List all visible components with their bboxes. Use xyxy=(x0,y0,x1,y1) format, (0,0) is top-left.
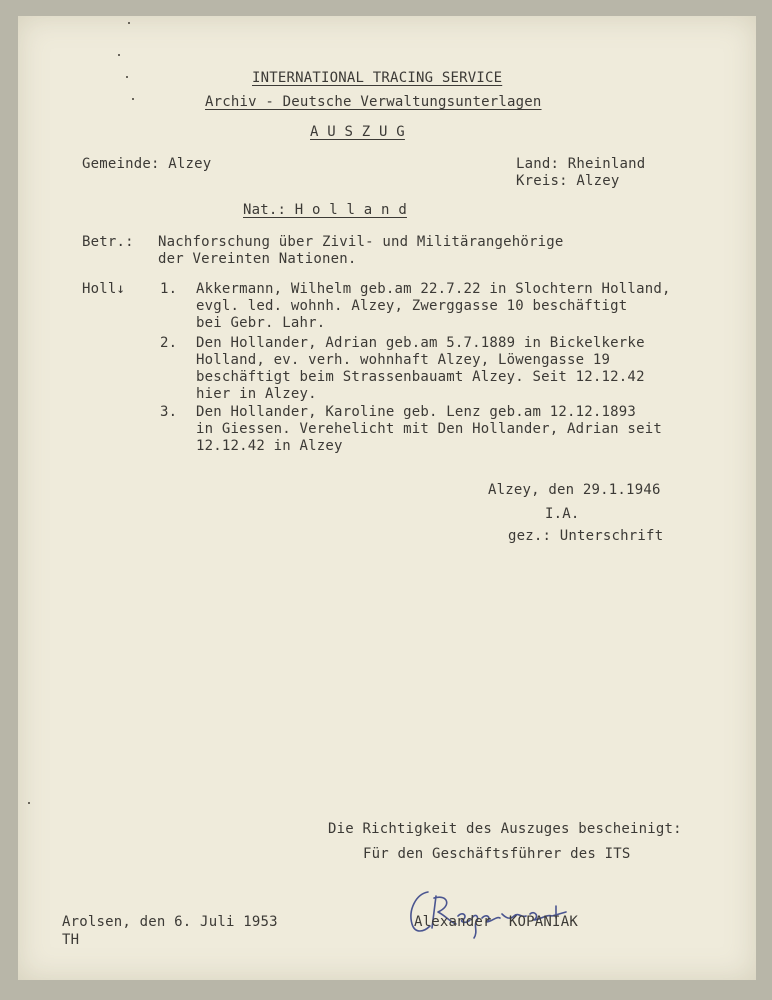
entry-line: bei Gebr. Lahr. xyxy=(196,315,326,331)
entry-number: 2. xyxy=(160,335,178,351)
entry-line: evgl. led. wohnh. Alzey, Zwerggasse 10 beschäftigt xyxy=(196,298,628,314)
entry-line: beschäftigt beim Strassenbauamt Alzey. Seit 12.12.42 xyxy=(196,369,645,385)
paper-speck xyxy=(28,802,30,804)
archive-title: Archiv - Deutsche Verwaltungsunterlagen xyxy=(205,94,542,110)
org-title: INTERNATIONAL TRACING SERVICE xyxy=(252,70,503,86)
paper-speck xyxy=(118,54,120,56)
subject-line-2: der Vereinten Nationen. xyxy=(158,251,357,267)
subject-line-1: Nachforschung über Zivil- und Militärangehörige xyxy=(158,234,564,250)
paper-speck xyxy=(132,98,134,100)
nationality-heading: Nat.: H o l l a n d xyxy=(243,202,407,218)
closing-place-date: Alzey, den 29.1.1946 xyxy=(488,482,661,498)
signer-name: Alexander KOPANIAK xyxy=(414,914,578,930)
certification-line-1: Die Richtigkeit des Auszuges bescheinigt: xyxy=(328,821,682,837)
footer-place-date: Arolsen, den 6. Juli 1953 xyxy=(62,914,278,930)
subject-label: Betr.: xyxy=(82,234,134,250)
footer-initials: TH xyxy=(62,932,80,948)
land: Land: Rheinland xyxy=(516,156,646,172)
entry-line: Den Hollander, Adrian geb.am 5.7.1889 in Bickelkerke xyxy=(196,335,645,351)
certification-line-2: Für den Geschäftsführer des ITS xyxy=(363,846,631,862)
entry-line: Holland, ev. verh. wohnhaft Alzey, Löwengasse 19 xyxy=(196,352,611,368)
entry-line: hier in Alzey. xyxy=(196,386,317,402)
paper-speck xyxy=(126,76,128,78)
entry-number: 3. xyxy=(160,404,178,420)
kreis: Kreis: Alzey xyxy=(516,173,620,189)
margin-note: Holl↓ xyxy=(82,281,126,297)
entry-line: 12.12.42 in Alzey xyxy=(196,438,343,454)
entry-line: in Giessen. Verehelicht mit Den Hollander, Adrian seit xyxy=(196,421,662,437)
entry-number: 1. xyxy=(160,281,178,297)
entry-line: Den Hollander, Karoline geb. Lenz geb.am 12.12.1893 xyxy=(196,404,637,420)
paper-speck xyxy=(128,22,130,24)
document-page xyxy=(18,16,756,980)
entry-line: Akkermann, Wilhelm geb.am 22.7.22 in Slochtern Holland, xyxy=(196,281,671,297)
closing-signed: gez.: Unterschrift xyxy=(508,528,664,544)
closing-ia: I.A. xyxy=(545,506,580,522)
doc-type-title: A U S Z U G xyxy=(310,124,405,140)
gemeinde: Gemeinde: Alzey xyxy=(82,156,212,172)
